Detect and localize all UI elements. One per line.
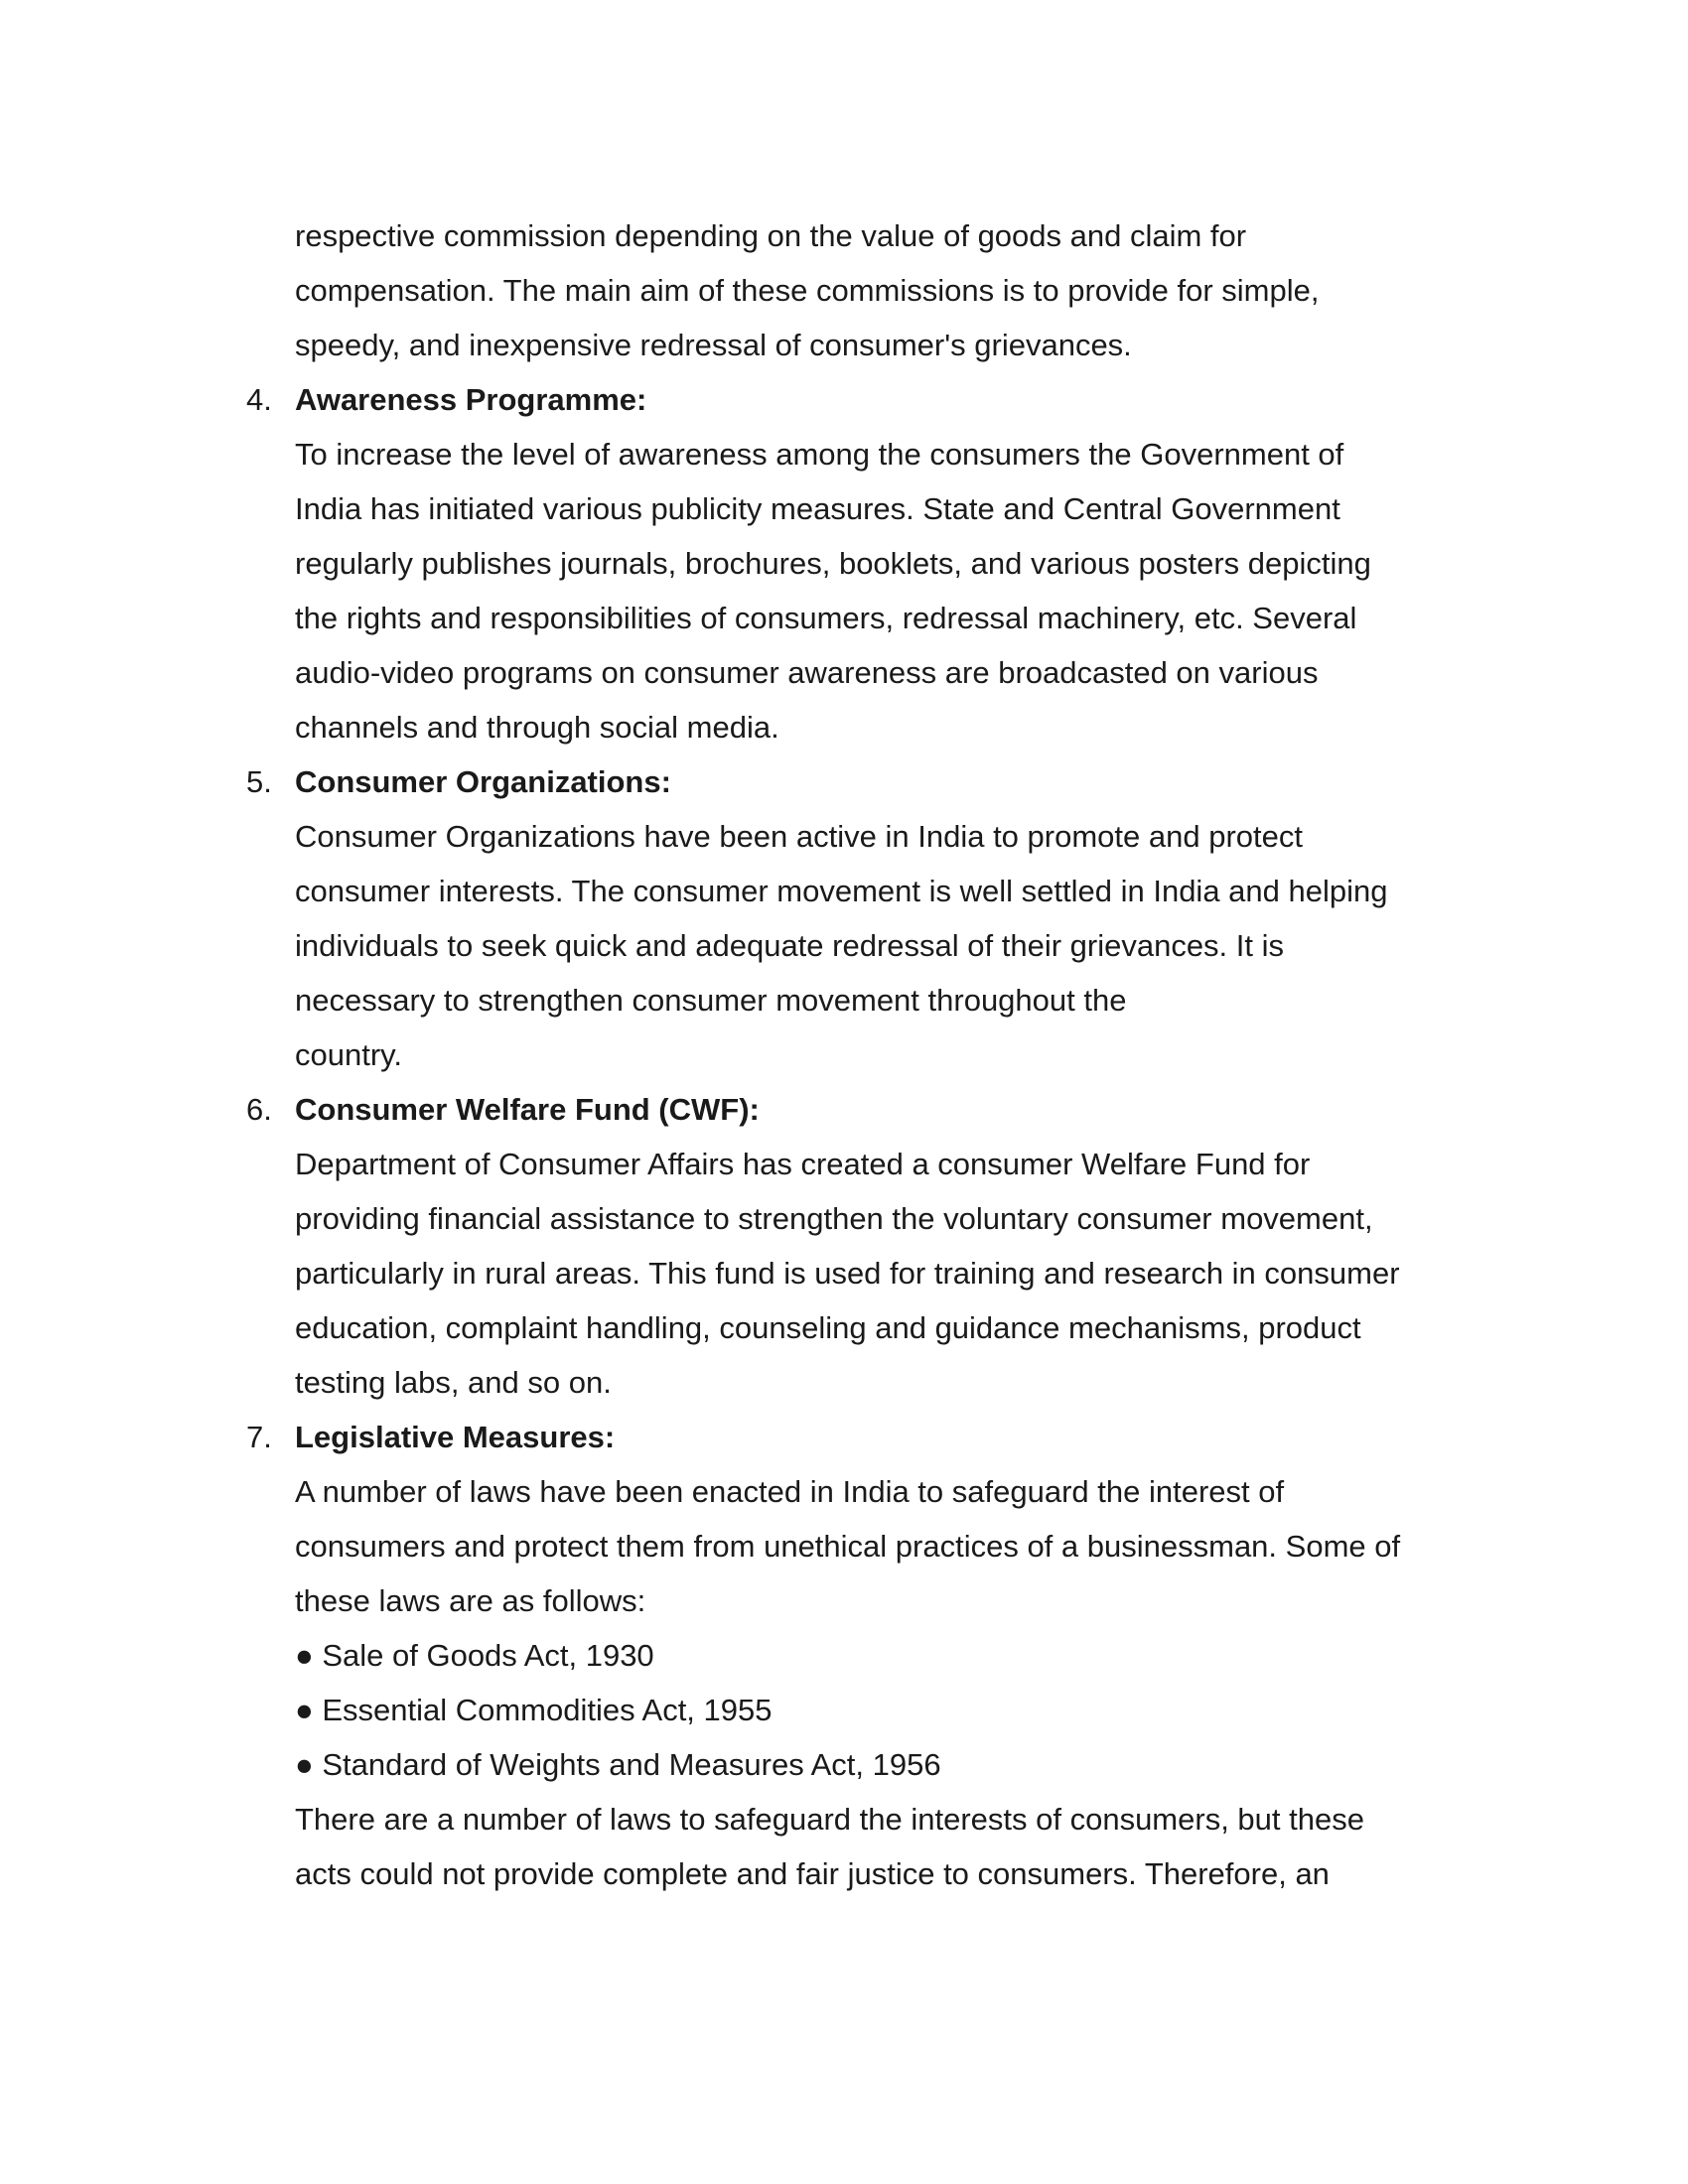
body-line: speedy, and inexpensive redressal of consumer's grievances. bbox=[295, 328, 1132, 362]
body-line: respective commission depending on the value of goods and claim for bbox=[295, 218, 1247, 253]
list-number: 4. bbox=[246, 382, 272, 417]
section-heading: Consumer Organizations: bbox=[295, 764, 671, 799]
body-line: education, complaint handling, counseling and guidance mechanisms, product bbox=[295, 1310, 1361, 1345]
body-line: providing financial assistance to strengthen the voluntary consumer movement, bbox=[295, 1201, 1373, 1236]
body-line: regularly publishes journals, brochures, booklets, and various posters depicting bbox=[295, 546, 1371, 581]
body-line: the rights and responsibilities of consumers, redressal machinery, etc. Several bbox=[295, 601, 1357, 635]
list-number: 5. bbox=[246, 764, 272, 799]
body-line: India has initiated various publicity measures. State and Central Government bbox=[295, 491, 1340, 526]
body-line: individuals to seek quick and adequate redressal of their grievances. It is bbox=[295, 928, 1285, 963]
body-line: consumers and protect them from unethical practices of a businessman. Some of bbox=[295, 1529, 1401, 1564]
section-heading: Legislative Measures: bbox=[295, 1420, 616, 1454]
bullet-item: ● Sale of Goods Act, 1930 bbox=[295, 1638, 654, 1673]
body-line: To increase the level of awareness among the consumers the Government of bbox=[295, 437, 1344, 472]
list-number: 6. bbox=[246, 1092, 272, 1127]
bullet-item: ● Standard of Weights and Measures Act, 1956 bbox=[295, 1747, 941, 1782]
body-line: channels and through social media. bbox=[295, 710, 779, 745]
bullet-item: ● Essential Commodities Act, 1955 bbox=[295, 1693, 773, 1727]
body-line: these laws are as follows: bbox=[295, 1583, 646, 1618]
body-line: necessary to strengthen consumer movement throughout the bbox=[295, 983, 1127, 1018]
body-line: compensation. The main aim of these commissions is to provide for simple, bbox=[295, 273, 1320, 308]
list-number: 7. bbox=[246, 1420, 272, 1454]
body-line: Consumer Organizations have been active in India to promote and protect bbox=[295, 819, 1303, 854]
body-line: There are a number of laws to safeguard the interests of consumers, but these bbox=[295, 1802, 1364, 1837]
body-line: country. bbox=[295, 1037, 402, 1072]
body-line: testing labs, and so on. bbox=[295, 1365, 612, 1400]
body-line: audio-video programs on consumer awareness are broadcasted on various bbox=[295, 655, 1319, 690]
body-line: Department of Consumer Affairs has created a consumer Welfare Fund for bbox=[295, 1147, 1311, 1181]
body-line: particularly in rural areas. This fund is used for training and research in consumer bbox=[295, 1256, 1400, 1291]
body-line: A number of laws have been enacted in India to safeguard the interest of bbox=[295, 1474, 1285, 1509]
section-heading: Awareness Programme: bbox=[295, 382, 647, 417]
body-line: consumer interests. The consumer movement is well settled in India and helping bbox=[295, 874, 1388, 908]
body-line: acts could not provide complete and fair justice to consumers. Therefore, an bbox=[295, 1856, 1330, 1891]
section-heading: Consumer Welfare Fund (CWF): bbox=[295, 1092, 760, 1127]
